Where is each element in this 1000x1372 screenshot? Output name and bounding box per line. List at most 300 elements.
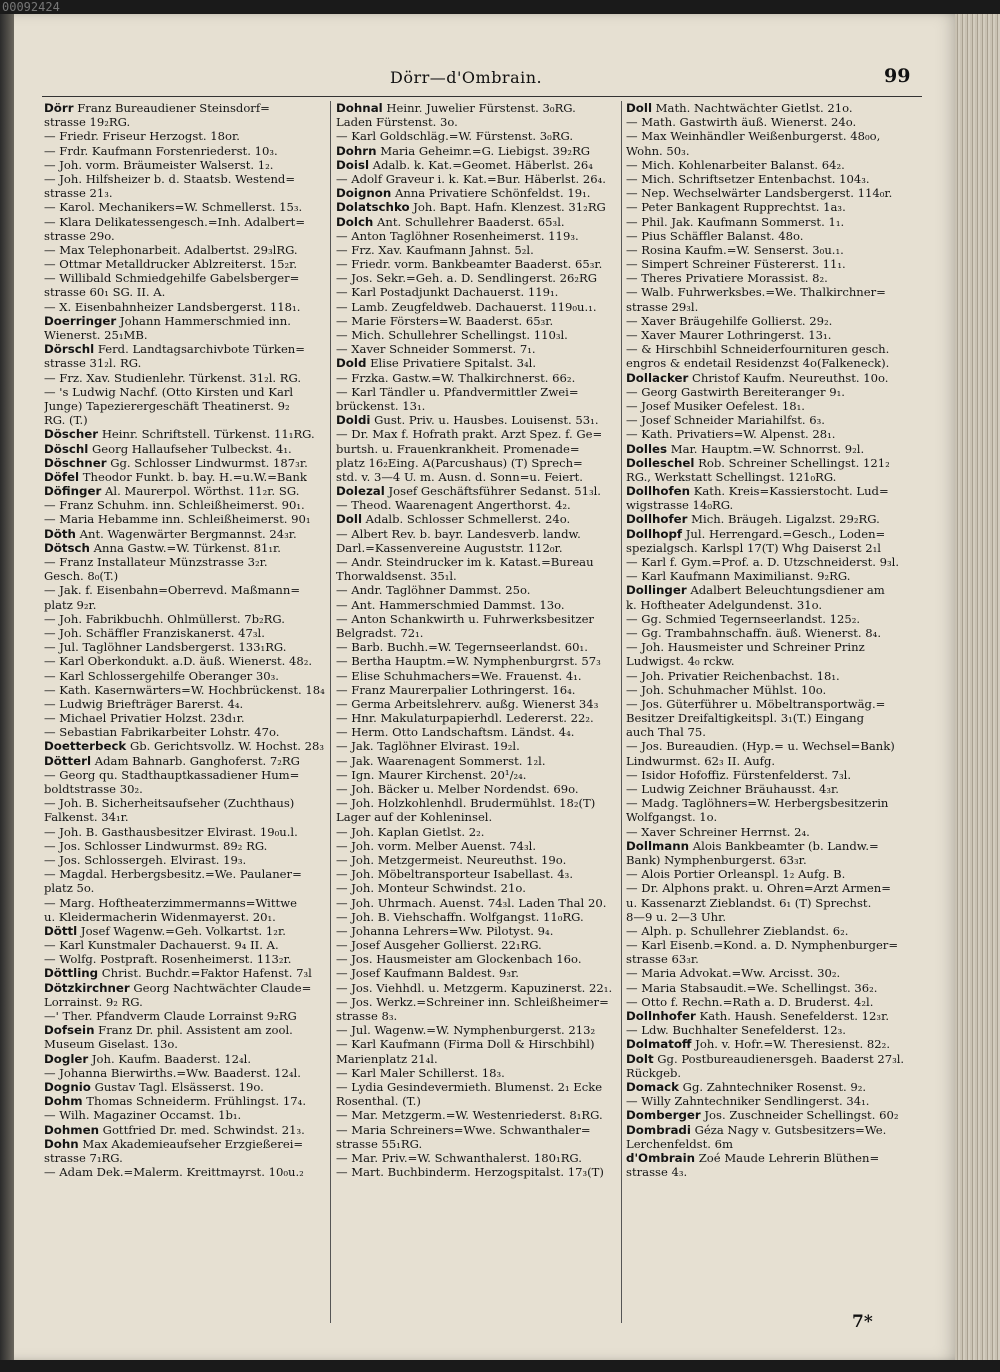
entry-text: — Theod. Waarenagent Angerthorst. 4₂. [336, 498, 571, 513]
entry-text: — Alph. p. Schullehrer Zieblandst. 6₂. [626, 923, 849, 938]
entry-text: — Jul. Taglöhner Landsbergerst. 133₁RG. [44, 640, 287, 655]
entry-text: Wolfgangst. 1o. [626, 810, 718, 825]
entry-text: Lager auf der Kohleninsel. [336, 810, 493, 825]
surname: Dollnhofer [626, 1009, 696, 1023]
directory-entry-head [626, 839, 922, 853]
directory-entry-line [336, 442, 618, 456]
entry-text: strasse 29₃l. [626, 299, 699, 314]
directory-entry-line [626, 697, 922, 711]
directory-entry-line [336, 470, 618, 484]
directory-entry-line [44, 356, 326, 370]
directory-entry-head [44, 456, 326, 470]
signature-mark: 7* [852, 1312, 873, 1332]
entry-text: — Friedr. Friseur Herzogst. 18or. [44, 129, 240, 144]
entry-text: Ant. Wagenwärter Bergmannst. 24₃r. [75, 526, 297, 541]
directory-entry-line [336, 598, 618, 612]
entry-text: — Jos. Schlosser Lindwurmst. 89₂ RG. [44, 838, 268, 853]
directory-entry-line [336, 129, 618, 143]
entry-text: Heinr. Schriftstell. Türkenst. 11₁RG. [98, 427, 315, 442]
directory-entry-line [626, 215, 922, 229]
entry-text: — Nep. Wechselwärter Landsbergerst. 114₀r. [626, 186, 893, 201]
entry-text: — Karl f. Gym.=Prof. a. D. Utzschneiderst. 9₃l. [626, 555, 900, 569]
directory-entry-line [44, 910, 326, 924]
directory-entry-line [44, 385, 326, 399]
directory-entry-line [626, 910, 922, 924]
entry-text: Lerchenfeldst. 6m [626, 1136, 734, 1151]
directory-entry-line [336, 300, 618, 314]
directory-entry-line [336, 328, 618, 342]
entry-text: Georg Nachtwächter Claude= [129, 980, 312, 995]
directory-entry-line [626, 427, 922, 441]
directory-entry-line [44, 896, 326, 910]
directory-entry-line [336, 1108, 618, 1122]
directory-entry-head [44, 981, 326, 995]
directory-entry-line [626, 796, 922, 810]
entry-text: — Anton Taglöhner Rosenheimerst. 119₃. [336, 228, 579, 243]
entry-text: — Jos. Hausmeister am Glockenbach 16o. [336, 952, 582, 967]
directory-entry-line [626, 271, 922, 285]
directory-entry-head [336, 144, 618, 158]
directory-entry-head [44, 1137, 326, 1151]
entry-text: — Mich. Schriftsetzer Entenbachst. 104₃. [626, 171, 870, 186]
entry-text: strasse 19₂RG. [44, 115, 131, 130]
directory-entry-line [336, 385, 618, 399]
entry-text: — Theres Privatiere Morassist. 8₂. [626, 271, 828, 286]
entry-text: Mar. Hauptm.=W. Schnorrst. 9₂l. [667, 441, 865, 456]
surname: Domack [626, 1079, 679, 1094]
entry-text: Rosenthal. (T.) [336, 1094, 421, 1109]
entry-text: Gesch. 8₀(T.) [44, 569, 119, 584]
directory-entry-line [44, 186, 326, 200]
directory-entry-line [44, 1108, 326, 1122]
entry-text: — Karl Kaufmann (Firma Doll & Hirschbihl) [336, 1037, 595, 1052]
directory-entry-line [336, 612, 618, 626]
directory-entry-line [44, 271, 326, 285]
entry-text: Adam Bahnarb. Ganghoferst. 7₂RG [91, 753, 300, 768]
directory-entry-line [44, 640, 326, 654]
surname: Doetterbeck [44, 739, 127, 754]
directory-entry-line [336, 569, 618, 583]
directory-entry-line [44, 583, 326, 597]
directory-entry-line [626, 867, 922, 881]
directory-entry-line [44, 115, 326, 129]
directory-entry-line [626, 1023, 922, 1037]
directory-entry-line [626, 541, 922, 555]
directory-entry-line [626, 995, 922, 1009]
entry-text: — Joh. Möbeltransporteur Isabellast. 4₃. [336, 867, 574, 882]
entry-text: Adalbert Beleuchtungsdiener am [686, 583, 885, 598]
surname: Döttling [44, 966, 99, 981]
entry-text: Gg. Postbureaudienersgeh. Baaderst 27₃l. [653, 1051, 905, 1066]
directory-entry-head [626, 484, 922, 498]
directory-entry-line [626, 144, 922, 158]
entry-text: Anna Privatiere Schönfeldst. 19₁. [391, 186, 591, 201]
directory-entry-line [44, 257, 326, 271]
entry-text: strasse 60₁ SG. II. A. [44, 285, 166, 300]
entry-text: Adalb. Schlosser Schmellerst. 24o. [361, 512, 571, 527]
surname: Dötsch [44, 540, 90, 555]
entry-text: — Marg. Hoftheaterzimmermanns=Wittwe [44, 895, 297, 910]
directory-entry-line [336, 498, 618, 512]
entry-text: spezialgsch. Karlspl 17(T) Whg Daiserst 2₁l [626, 540, 881, 555]
entry-text: — Marie Försters=W. Baaderst. 65₃r. [336, 313, 554, 328]
entry-text: — Pius Schäffler Balanst. 48o. [626, 228, 804, 243]
entry-text: Mich. Bräugeh. Ligalzst. 29₂RG. [687, 512, 880, 527]
entry-text: burtsh. u. Frauenkrankheit. Promenade= [336, 441, 580, 456]
directory-entry-head [44, 966, 326, 980]
directory-entry-line [336, 1037, 618, 1051]
directory-entry-line [44, 229, 326, 243]
entry-text: — Maria Hebamme inn. Schleißheimerst. 90₁ [44, 512, 311, 527]
directory-entry-line [44, 683, 326, 697]
entry-text: — Joh. vorm. Bräumeister Walserst. 1₂. [44, 157, 274, 172]
entry-text: — X. Eisenbahnheizer Landsbergerst. 118₁. [44, 299, 301, 314]
entry-text: — Dr. Alphons prakt. u. Ohren=Arzt Armen= [626, 881, 891, 896]
entry-text: — Joh. Uhrmach. Auenst. 74₃l. Laden Thal 20. [336, 895, 607, 910]
surname: Doll [626, 101, 652, 115]
directory-entry-line [626, 172, 922, 186]
directory-entry-line [44, 1151, 326, 1165]
directory-entry-line [44, 669, 326, 683]
entry-text: Jul. Herrengard.=Gesch., Loden= [682, 526, 886, 541]
page-stack-edge [955, 14, 1000, 1360]
surname: Domberger [626, 1108, 701, 1123]
entry-text: platz 16₂Eing. A(Parcushaus) (T) Sprech= [336, 455, 583, 470]
entry-text: — Simpert Schreiner Füstererst. 11₁. [626, 257, 846, 272]
entry-text: Gg. Zahntechniker Rosenst. 9₂. [679, 1079, 867, 1094]
directory-entry-line [336, 583, 618, 597]
entry-text: — Sebastian Fabrikarbeiter Lohstr. 47o. [44, 725, 280, 740]
entry-text: — Barb. Buchh.=W. Tegernseerlandst. 60₁. [336, 640, 588, 655]
directory-entry-line [336, 966, 618, 980]
directory-entry-head [626, 1080, 922, 1094]
entry-text: — Georg qu. Stadthauptkassadiener Hum= [44, 767, 300, 782]
directory-entry-line [336, 626, 618, 640]
entry-text: — Mart. Buchbinderm. Herzogspitalst. 17₃(T) [336, 1165, 604, 1180]
directory-entry-head [44, 541, 326, 555]
entry-text: — Jak. Taglöhner Elvirast. 19₂l. [336, 739, 520, 754]
directory-entry-line [626, 669, 922, 683]
entry-text: Kath. Haush. Senefelderst. 12₃r. [695, 1009, 890, 1023]
entry-text: Gb. Gerichtsvollz. W. Hochst. 28₃ [126, 739, 325, 754]
directory-entry-line [44, 839, 326, 853]
entry-text: — Kath. Kasernwärters=W. Hochbrückenst. 18₄ [44, 682, 325, 697]
directory-entry-line [336, 1009, 618, 1023]
column-divider [621, 101, 622, 1323]
directory-entry-head [336, 158, 618, 172]
surname: Dolmatoff [626, 1037, 692, 1052]
entry-text: Lorrainst. 9₂ RG. [44, 994, 143, 1009]
directory-entry-line [44, 512, 326, 526]
entry-text: — Klara Delikatessengesch.=Inh. Adalbert= [44, 214, 306, 229]
surname: Döscher [44, 427, 99, 442]
entry-text: — Jos. Werkz.=Schreiner inn. Schleißheimer= [336, 994, 609, 1009]
directory-entry-line [626, 129, 922, 143]
surname: Döfel [44, 469, 80, 484]
entry-text: — Gg. Schmied Tegernseerlandst. 125₂. [626, 611, 861, 626]
directory-entry-line [336, 257, 618, 271]
directory-entry-line [336, 683, 618, 697]
surname: Döschner [44, 455, 107, 470]
directory-entry-head [626, 1009, 922, 1023]
directory-entry-line [44, 867, 326, 881]
surname: Dohnal [336, 101, 383, 115]
directory-entry-head [44, 101, 326, 115]
entry-text: Jos. Zuschneider Schellingst. 60₂ [700, 1108, 899, 1123]
entry-text: — Phil. Jak. Kaufmann Sommerst. 1₁. [626, 214, 845, 229]
entry-text: Gottfried Dr. med. Schwindst. 21₃. [99, 1122, 305, 1137]
directory-entry-line [44, 1066, 326, 1080]
entry-text: Math. Nachtwächter Gietlst. 21o. [651, 101, 853, 115]
directory-entry-head [44, 527, 326, 541]
directory-entry-line [44, 498, 326, 512]
entry-text: — Karl Kaufmann Maximilianst. 9₂RG. [626, 569, 851, 584]
entry-text: — Josef Musiker Oefelest. 18₁. [626, 398, 805, 413]
directory-entry-line [44, 413, 326, 427]
directory-entry-line [44, 399, 326, 413]
entry-text: — Joh. Schuhmacher Mühlst. 10o. [626, 682, 827, 697]
directory-entry-line [44, 371, 326, 385]
directory-entry-head [44, 442, 326, 456]
directory-entry-line [626, 981, 922, 995]
entry-text: — Wilh. Magaziner Occamst. 1b₁. [44, 1108, 242, 1123]
directory-entry-head [44, 924, 326, 938]
entry-text: — Magdal. Herbergsbesitz.=We. Paulaner= [44, 867, 302, 882]
entry-text: — Ign. Maurer Kirchenst. 20¹/₂₄. [336, 767, 527, 782]
entry-text: Johann Hammerschmied inn. [116, 313, 291, 328]
directory-entry-line [626, 385, 922, 399]
entry-text: Ludwigst. 4₀ rckw. [626, 654, 735, 669]
surname: Dollinger [626, 583, 687, 598]
directory-entry-line [336, 527, 618, 541]
entry-text: — Frz. Xav. Kaufmann Jahnst. 5₂l. [336, 242, 534, 257]
surname: Dollmann [626, 838, 690, 853]
entry-text: — Willibald Schmiedgehilfe Gabelsberger= [44, 271, 300, 286]
directory-entry-line [44, 796, 326, 810]
directory-entry-head [336, 215, 618, 229]
directory-entry-line [44, 300, 326, 314]
entry-text: — Kath. Privatiers=W. Alpenst. 28₁. [626, 427, 836, 442]
entry-text: — Lamb. Zeugfeldweb. Dachauerst. 119₀u.₁. [336, 299, 597, 314]
entry-text: Belgradst. 72₁. [336, 625, 424, 640]
directory-entry-line [626, 782, 922, 796]
entry-text: Joh. Kaufm. Baaderst. 12₄l. [88, 1051, 252, 1066]
surname: Dohm [44, 1094, 83, 1109]
directory-entry-line [44, 810, 326, 824]
directory-entry-head [44, 1094, 326, 1108]
entry-text: — Maria Advokat.=Ww. Arcisst. 30₂. [626, 966, 841, 981]
surname: Dollhopf [626, 526, 683, 541]
directory-entry-line [626, 966, 922, 980]
column-2 [336, 101, 618, 1179]
entry-text: — Friedr. vorm. Bankbeamter Baaderst. 65₃r. [336, 257, 603, 272]
entry-text: — Xaver Maurer Lothringerst. 13₁. [626, 328, 832, 342]
directory-entry-line [44, 129, 326, 143]
directory-entry-line [336, 952, 618, 966]
running-head: Dörr—d'Ombrain. [390, 68, 543, 87]
directory-entry-line [626, 810, 922, 824]
directory-entry-line [44, 1037, 326, 1051]
surname: Dörschl [44, 342, 95, 357]
directory-entry-line [336, 669, 618, 683]
directory-entry-head [44, 1123, 326, 1137]
entry-text: Gustav Tagl. Elsässerst. 19o. [90, 1079, 264, 1094]
entry-text: — Germa Arbeitslehrerv. außg. Wienerst 34₃ [336, 696, 599, 711]
binding-shadow [0, 14, 14, 1360]
directory-entry-line [336, 754, 618, 768]
directory-entry-line [336, 1094, 618, 1108]
entry-text: —' Ther. Pfandverm Claude Lorrainst 9₂RG [44, 1009, 297, 1023]
page-number: 99 [884, 65, 911, 87]
directory-entry-line [44, 1165, 326, 1179]
surname: Döschl [44, 441, 89, 456]
directory-entry-line [336, 782, 618, 796]
directory-entry-line [44, 938, 326, 952]
entry-text: Rob. Schreiner Schellingst. 121₂ [694, 455, 890, 470]
directory-entry-line [336, 1137, 618, 1151]
entry-text: — Max Weinhändler Weißenburgerst. 48₀o, [626, 129, 881, 144]
entry-text: — Joh. Holzkohlenhdl. Brudermühlst. 18₂(T) [336, 796, 596, 811]
surname: d'Ombrain [626, 1150, 696, 1165]
directory-entry-line [336, 371, 618, 385]
entry-text: — Gg. Trambahnschaffn. äuß. Wienerst. 8₄. [626, 625, 882, 640]
surname: Dolles [626, 441, 668, 456]
directory-entry-head [336, 484, 618, 498]
entry-text: — Isidor Hofoffiz. Fürstenfelderst. 7₃l. [626, 767, 852, 782]
entry-text: — Herm. Otto Landschaftsm. Ländst. 4₄. [336, 725, 575, 740]
directory-entry-line [626, 115, 922, 129]
directory-entry-line [336, 399, 618, 413]
directory-entry-line [44, 654, 326, 668]
entry-text: — Franz Installateur Münzstrasse 3₂r. [44, 555, 268, 569]
entry-text: Laden Fürstenst. 3o. [336, 115, 458, 130]
entry-text: — Jos. Bureaudien. (Hyp.= u. Wechsel=Bank) [626, 739, 895, 754]
entry-text: — Albert Rev. b. bayr. Landesverb. landw. [336, 526, 581, 541]
directory-entry-line [626, 342, 922, 356]
surname: Doll [336, 512, 362, 527]
directory-entry-line [626, 825, 922, 839]
entry-text: Elise Privatiere Spitalst. 3₄l. [366, 356, 537, 371]
directory-entry-line [44, 612, 326, 626]
directory-entry-line [336, 640, 618, 654]
entry-text: — Mich. Schullehrer Schellingst. 110₃l. [336, 328, 568, 342]
directory-entry-head [44, 1023, 326, 1037]
entry-text: Wohn. 50₃. [626, 143, 690, 158]
entry-text: — Ludwig Zeichner Bräuhausst. 4₃r. [626, 782, 839, 796]
directory-entry-line [44, 768, 326, 782]
directory-entry-head [336, 200, 618, 214]
surname: Dötterl [44, 753, 92, 768]
directory-entry-line [626, 1137, 922, 1151]
entry-text: — Joh. Fabrikbuchh. Ohlmüllerst. 7b₂RG. [44, 611, 285, 626]
directory-entry-line [44, 782, 326, 796]
directory-entry-line [336, 995, 618, 1009]
directory-entry-head [336, 512, 618, 526]
entry-text: — Joh. vorm. Melber Auenst. 74₃l. [336, 838, 537, 853]
entry-text: RG., Werkstatt Schellingst. 121₀RG. [626, 469, 837, 484]
directory-entry-line [336, 810, 618, 824]
entry-text: — Karl Schlossergehilfe Oberanger 30₃. [44, 668, 279, 683]
entry-text: — Karl Oberkondukt. a.D. äuß. Wienerst. 48₂. [44, 654, 313, 669]
directory-entry-line [336, 697, 618, 711]
entry-text: Max Akademieaufseher Erzgießerei= [78, 1136, 304, 1151]
entry-text: boldtstrasse 30₂. [44, 782, 143, 796]
entry-text: — Anton Schankwirth u. Fuhrwerksbesitzer [336, 611, 594, 626]
entry-text: auch Thal 75. [626, 725, 706, 740]
surname: Dollhofen [626, 484, 691, 499]
directory-entry-line [336, 739, 618, 753]
entry-text: Géza Nagy v. Gutsbesitzers=We. [690, 1122, 887, 1137]
entry-text: strasse 31₂l. RG. [44, 356, 142, 371]
directory-entry-line [626, 626, 922, 640]
directory-entry-line [336, 796, 618, 810]
directory-entry-line [626, 683, 922, 697]
directory-entry-line [336, 938, 618, 952]
directory-entry-line [336, 229, 618, 243]
entry-text: — Joh. Hausmeister und Schreiner Prinz [626, 640, 865, 655]
entry-text: Josef Geschäftsführer Sedanst. 51₃l. [384, 484, 601, 499]
directory-entry-line [44, 569, 326, 583]
entry-text: — Max Telephonarbeit. Adalbertst. 29₃lRG. [44, 242, 298, 257]
entry-text: — Jos. Viehhdl. u. Metzgerm. Kapuzinerst. 22₁. [336, 980, 613, 995]
entry-text: Adalb. k. Kat.=Geomet. Häberlst. 26₄ [369, 157, 593, 172]
directory-entry-line [626, 938, 922, 952]
directory-entry-line [44, 853, 326, 867]
entry-text: Georg Hallaufseher Tulbeckst. 4₁. [88, 441, 292, 456]
entry-text: — Mar. Metzgerm.=W. Westenriederst. 8₁RG. [336, 1108, 603, 1123]
directory-entry-line [336, 1080, 618, 1094]
entry-text: — Alois Portier Orleanspl. 1₂ Aufg. B. [626, 867, 846, 882]
directory-entry-line [44, 626, 326, 640]
entry-text: Wienerst. 25₁MB. [44, 328, 148, 342]
directory-entry-line [626, 470, 922, 484]
entry-text: Christ. Buchdr.=Faktor Hafenst. 7₃l [98, 966, 312, 981]
entry-text: Bank) Nymphenburgerst. 63₃r. [626, 852, 807, 867]
directory-entry-head [336, 186, 618, 200]
directory-entry-head [336, 356, 618, 370]
directory-entry-line [626, 640, 922, 654]
directory-entry-head [626, 456, 922, 470]
directory-entry-line [626, 229, 922, 243]
entry-text: — Joh. Monteur Schwindst. 21o. [336, 881, 526, 896]
directory-entry-line [336, 711, 618, 725]
entry-text: Theodor Funkt. b. bay. H.=u.W.=Bank [79, 469, 307, 484]
directory-entry-head [44, 470, 326, 484]
surname: Dohrn [336, 143, 377, 158]
entry-text: — Mar. Priv.=W. Schwanthalerst. 180₁RG. [336, 1150, 582, 1165]
entry-text: Franz Bureaudiener Steinsdorf= [73, 101, 270, 115]
directory-entry-line [44, 243, 326, 257]
header-rule [42, 96, 922, 97]
directory-entry-head [44, 484, 326, 498]
entry-text: — Karl Postadjunkt Dachauerst. 119₁. [336, 285, 559, 300]
directory-entry-line [626, 1066, 922, 1080]
entry-text: — Bertha Hauptm.=W. Nymphenburgrst. 57₃ [336, 654, 601, 669]
directory-entry-line [626, 853, 922, 867]
entry-text: wigstrasse 14₀RG. [626, 498, 734, 513]
entry-text: Besitzer Dreifaltigkeitspl. 3₁(T.) Eingang [626, 711, 865, 726]
entry-text: — Ldw. Buchhalter Senefelderst. 12₃. [626, 1023, 846, 1038]
entry-text: — Franz Schuhm. inn. Schleißheimerst. 90₁. [44, 498, 305, 513]
entry-text: — Frdr. Kaufmann Forstenriederst. 10₃. [44, 143, 278, 158]
entry-text: Junge) Tapezierergeschäft Theatinerst. 9₂ [44, 398, 290, 413]
entry-text: — Wolfg. Postpraft. Rosenheimerst. 113₂r. [44, 952, 292, 967]
surname: Dolatschko [336, 200, 410, 215]
directory-entry-line [336, 867, 618, 881]
entry-text: Maria Geheimr.=G. Liebigst. 39₂RG [376, 143, 591, 158]
directory-entry-line [336, 243, 618, 257]
entry-text: Museum Giselast. 13o. [44, 1037, 178, 1052]
